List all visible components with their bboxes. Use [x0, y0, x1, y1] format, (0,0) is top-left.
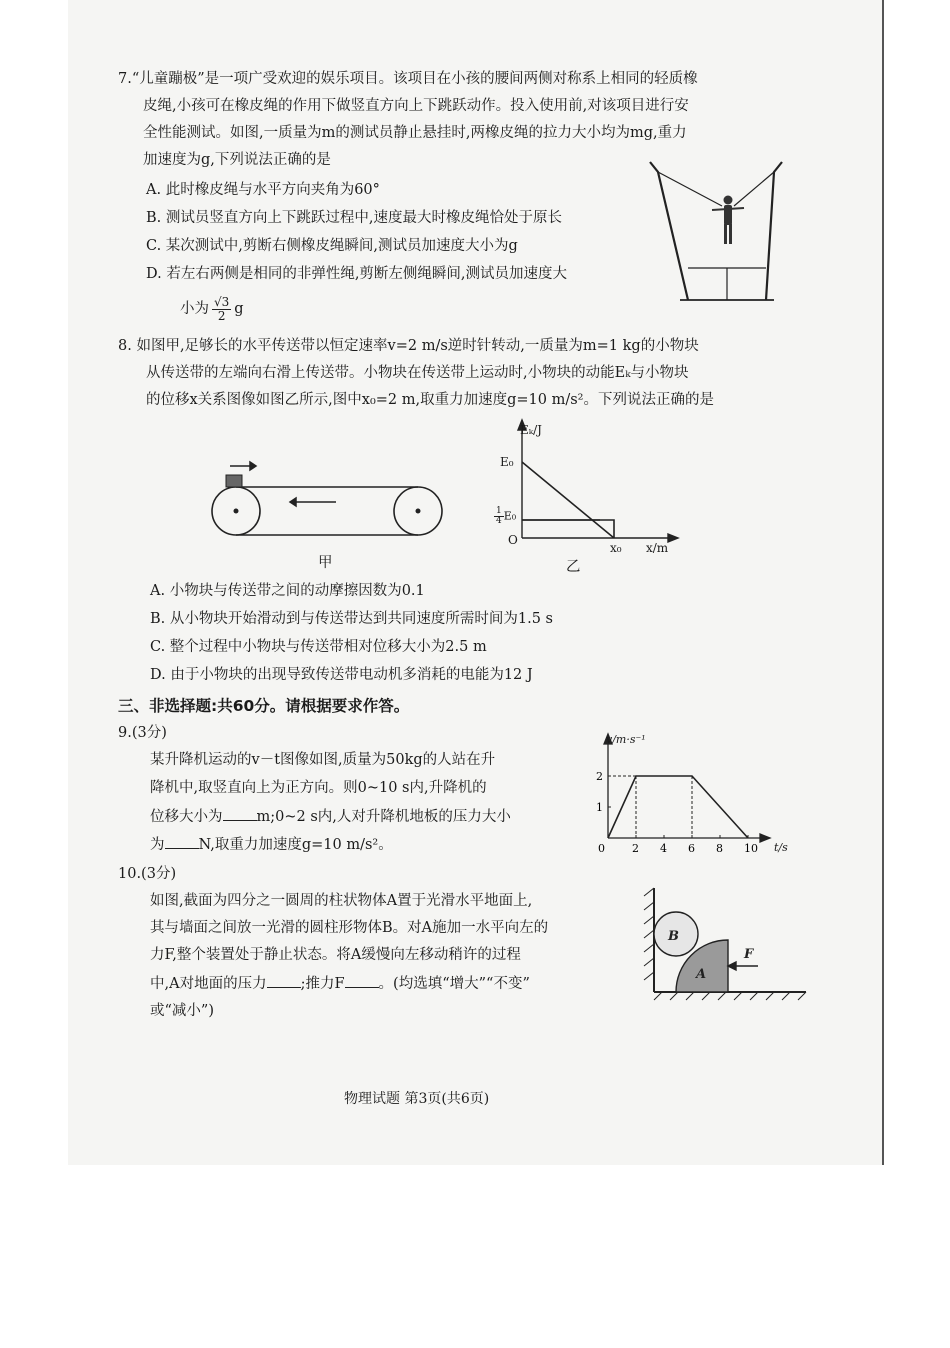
label-f: F — [744, 947, 754, 962]
q8-option-c: C. 整个过程中小物块与传送带相对位移大小为2.5 m — [150, 639, 487, 655]
q10-line-2: 其与墙面之间放一光滑的圆柱形物体B。对A施加一水平向左的 — [150, 920, 549, 936]
q7-line-4: 加速度为g,下列说法正确的是 — [143, 152, 331, 168]
vt-y-tick-1: 1 — [596, 801, 603, 814]
q10-line-4 — [150, 973, 530, 994]
q8-option-a: A. 小物块与传送带之间的动摩擦因数为0.1 — [150, 583, 425, 599]
ek-decrease-line — [522, 462, 614, 538]
quarter-fraction — [494, 507, 504, 526]
vt-x-tick-10: 10 — [744, 842, 758, 855]
q7-option-d-suffix: g — [234, 301, 244, 317]
fraction-numerator: √3 — [214, 294, 230, 309]
q9-line-1: 某升降机运动的v－t图像如图,质量为50kg的人站在升 — [150, 752, 496, 768]
quarter-e0: E₀ — [503, 509, 517, 523]
wall-cylinder-figure — [640, 884, 810, 1004]
q10-pressure-blank[interactable] — [267, 973, 301, 988]
q10-line-4-prefix: 中,A对地面的压力 — [150, 976, 267, 992]
ground-hatching — [654, 992, 806, 1000]
q9-line-3-suffix: m;0~2 s内,人对升降机地板的压力大小 — [256, 809, 511, 825]
q7-option-b: B. 测试员竖直方向上下跳跃过程中,速度最大时橡皮绳恰处于原长 — [146, 210, 562, 226]
q7-bungee-figure — [640, 160, 790, 310]
quarter-denominator: 4 — [496, 516, 502, 526]
figure-label-yi: 乙 — [566, 559, 581, 575]
q9-line-4-suffix: N,取重力加速度g=10 m/s²。 — [198, 837, 393, 853]
vt-x-tick-0: 0 — [598, 842, 605, 855]
q8-line-3: 的位移x关系图像如图乙所示,图中x₀=2 m,取重力加速度g=10 m/s²。下列说法正确的是 — [146, 392, 714, 408]
graph-origin: O — [508, 533, 518, 547]
q10-heading: 10.(3分) — [118, 866, 177, 882]
q9-line-4 — [150, 834, 393, 855]
q7-option-d-line-1: D. 若左右两侧是相同的非弹性绳,剪断左侧绳瞬间,测试员加速度大 — [146, 266, 568, 282]
q10-line-1: 如图,截面为四分之一圆周的柱状物体A置于光滑水平地面上, — [150, 893, 533, 909]
q8-line-2: 从传送带的左端向右滑上传送带。小物块在传送带上运动时,小物块的动能Eₖ与小物块 — [146, 365, 689, 381]
q8-line-1: 8. 如图甲,足够长的水平传送带以恒定速率v=2 m/s逆时针转动,一质量为m=1 kg的小物块 — [118, 338, 699, 354]
label-b: B — [668, 929, 679, 944]
figure-label-jia: 甲 — [318, 555, 333, 571]
left-axle — [234, 509, 239, 514]
left-rope — [658, 172, 722, 206]
q10-line-3: 力F,整个装置处于静止状态。将A缓慢向左移动稍许的过程 — [150, 947, 521, 963]
conveyor-belt-figure — [200, 456, 450, 546]
q10-line-4-middle: ;推力F — [300, 976, 345, 992]
q7-option-a: A. 此时橡皮绳与水平方向夹角为60° — [146, 182, 380, 198]
vt-x-tick-6: 6 — [688, 842, 695, 855]
vt-x-tick-2: 2 — [632, 842, 639, 855]
right-axle — [416, 509, 421, 514]
q7-option-d-fraction — [212, 296, 231, 323]
q7-option-d-prefix: 小为 — [180, 301, 209, 317]
left-pole — [650, 162, 688, 300]
q8-option-d: D. 由于小物块的出现导致传送带电动机多消耗的电能为12 J — [150, 667, 533, 683]
section-3-heading: 三、非选择题:共60分。请根据要求作答。 — [118, 697, 410, 715]
vt-xlabel: t/s — [774, 841, 788, 854]
velocity-series-line — [608, 776, 748, 838]
q10-push-force-blank[interactable] — [345, 973, 379, 988]
q9-force-blank[interactable] — [165, 834, 199, 849]
q9-line-4-prefix: 为 — [150, 837, 165, 853]
vt-ylabel: v/m·s⁻¹ — [606, 733, 646, 746]
q7-line-1: 7.“儿童蹦极”是一项广受欢迎的娱乐项目。该项目在小孩的腰间两侧对称系上相同的轻质橡 — [118, 71, 698, 87]
graph-x0-label: x₀ — [610, 541, 622, 555]
page-footer: 物理试题 第3页(共6页) — [344, 1091, 490, 1107]
vt-x-tick-8: 8 — [716, 842, 723, 855]
right-rope — [734, 172, 774, 206]
right-pole — [766, 162, 782, 300]
graph-xlabel: x/m — [646, 541, 669, 555]
vt-y-tick-2: 2 — [596, 770, 603, 783]
label-a: A — [696, 967, 707, 982]
ek-increase-segment — [522, 520, 614, 538]
q9-line-3-prefix: 位移大小为 — [150, 809, 223, 825]
vt-x-tick-4: 4 — [660, 842, 667, 855]
q7-line-3: 全性能测试。如图,一质量为m的测试员静止悬挂时,两橡皮绳的拉力大小均为mg,重力 — [143, 125, 687, 141]
q9-heading: 9.(3分) — [118, 725, 167, 741]
q10-line-5: 或“减小”) — [150, 1003, 214, 1019]
wall-hatching — [644, 888, 654, 992]
q7-option-d-line-2 — [180, 294, 244, 324]
quarter-numerator: 1 — [496, 506, 502, 516]
graph-ylabel-ek: Eₖ/J — [520, 423, 542, 437]
small-block — [226, 475, 242, 487]
fraction-denominator: 2 — [217, 308, 226, 323]
q10-line-4-suffix: 。(均选填“增大”“不变” — [378, 976, 530, 992]
q8-option-b: B. 从小物块开始滑动到与传送带达到共同速度所需时间为1.5 s — [150, 611, 553, 627]
q9-displacement-blank[interactable] — [223, 806, 257, 821]
graph-quarter-e0-label — [494, 507, 516, 526]
graph-e0-label: E₀ — [500, 455, 514, 469]
q9-line-2: 降机中,取竖直向上为正方向。则0~10 s内,升降机的 — [150, 780, 487, 796]
q7-option-c: C. 某次测试中,剪断右侧橡皮绳瞬间,测试员加速度大小为g — [146, 238, 518, 254]
q7-line-2: 皮绳,小孩可在橡皮绳的作用下做竖直方向上下跳跃动作。投入使用前,对该项目进行安 — [143, 98, 689, 114]
q9-line-3 — [150, 806, 511, 827]
